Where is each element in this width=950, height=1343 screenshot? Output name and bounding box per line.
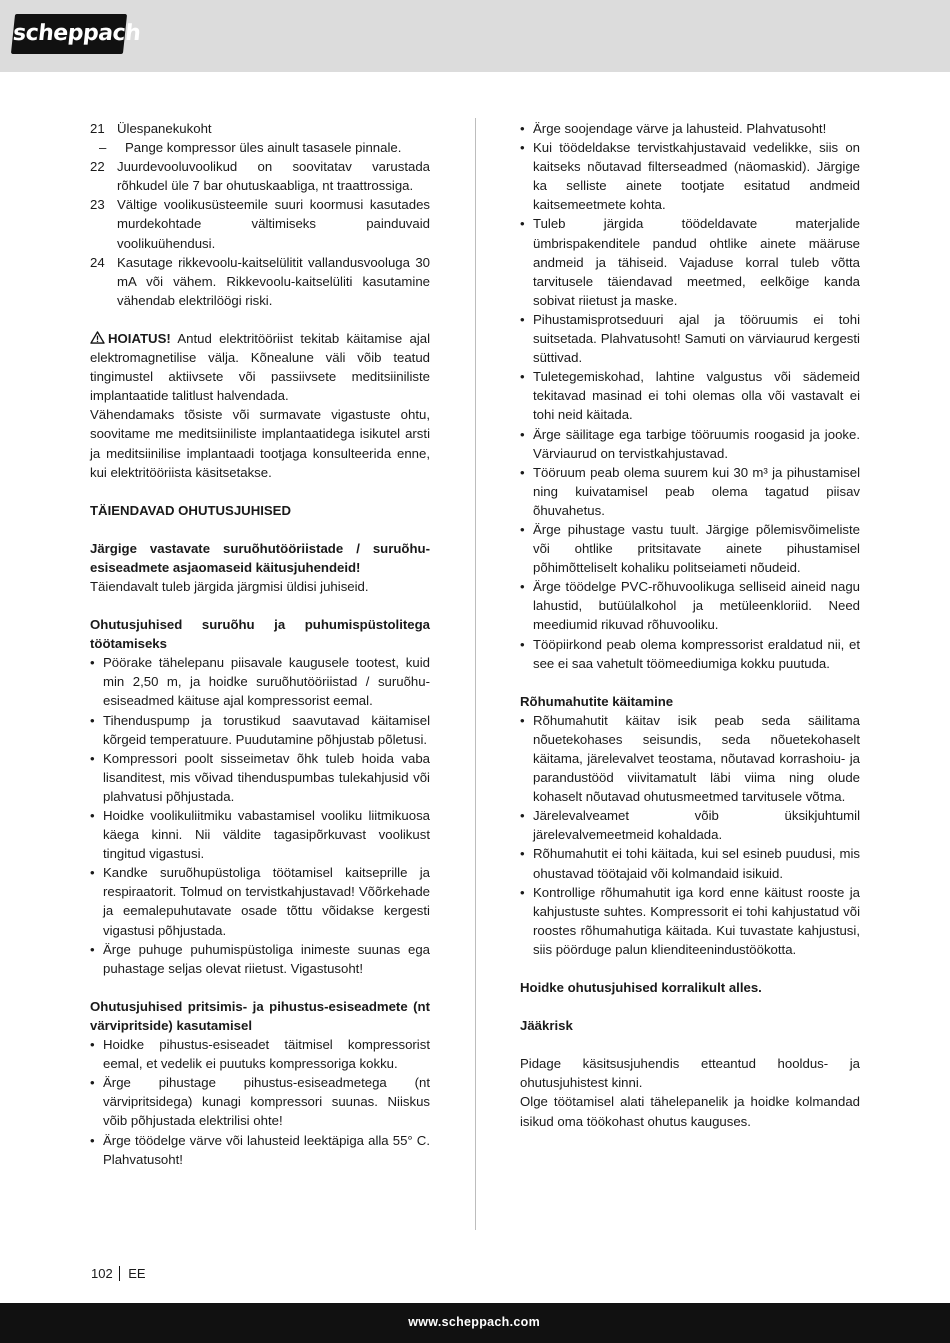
list-item: • Tööpiirkond peab olema kompressorist eraldatud nii, et see ei saa vahetult töömeediumiga kokku puutuda. (520, 636, 860, 671)
list-item: • Kandke suruõhupüstoliga töötamisel kaitseprille ja respiraatorit. Tolmud on tervistkahjustavad! Võõrkehade ja eemalepuhutavate osade tõttu võidakse kergesti vigastusi põhjustada. (90, 865, 430, 938)
item-text: Ülespanekukoht (117, 121, 212, 136)
list-item: • Tuleb järgida töödeldavate materjalide ümbrispakenditele pandud ohtlike ainete määruse andmeid ja tähiseid. Vajaduse korral tuleb võtta tarvitusele täiendavad meetmed, eelkõige kanda sobivat riietust ja maske. (520, 216, 860, 308)
right-column (520, 119, 860, 1131)
page-header (0, 0, 950, 72)
left-column (90, 119, 430, 1169)
list-item: • Tihenduspump ja torustikud saavutavad käitamisel kõrgeid temperatuure. Puudutamine põhjustab põletusi. (90, 712, 430, 747)
brand-logo: scheppach (11, 14, 127, 54)
item-text: Pange kompressor üles ainult tasasele pinnale. (125, 140, 402, 156)
keep-instructions-note: Hoidke ohutusjuhised korralikult alles. (520, 980, 762, 996)
warning-label: HOIATUS! (108, 330, 171, 346)
dash-item (90, 138, 430, 157)
page-number: 102 (91, 1266, 113, 1281)
list-item: • Ärge töödelge PVC-rõhuvoolikuga selliseid aineid nagu lahustid, butüülalkohol ja metüleenkloriid. Need meediumid rikuvad rõhuvooliku. (520, 579, 860, 633)
numbered-item (90, 157, 430, 195)
item-text: Kasutage rikkevoolu-kaitselülitit vallandusvooluga 30 mA või vähem. Rikkevoolu-kaitselüliti kasutamine vähendab elektrilöögi riski. (117, 254, 430, 308)
list-item: • Kompressori poolt sisseimetav õhk tuleb hoida vaba lisanditest, mis võivad tihenduspumbas tulekahjusid või plahvatusi põhjustada. (90, 750, 430, 804)
item-number: 24 (90, 254, 105, 270)
website-url[interactable]: www.scheppach.com (408, 1315, 540, 1329)
list-item: • Järelevalveamet võib üksikjuhtumil järelevalvemeetmeid kohaldada. (520, 808, 860, 843)
footer-separator (119, 1266, 121, 1281)
residual-risk-title: Jääkrisk (520, 1018, 573, 1034)
list-item: • Kui töödeldakse tervistkahjustavaid vedelikke, siis on kaitseks nõutavad filterseadmed (näomaskid). Järgige ka selliste ainete tootjate esitatud andmeid kaitsemeetmete kohta. (520, 140, 860, 213)
bullet-list-compressed-air (90, 653, 430, 978)
list-item: • Ärge pihustage vastu tuult. Järgige põlemisvõimeliste või ohtlike pritsitavate ainete pihustamisel põhimõtteliselt kohaliku politseiameti nõudeid. (520, 521, 860, 576)
page-footer-number (91, 1266, 146, 1281)
item-number: 22 (90, 159, 105, 175)
list-item: • Ärge töödelge värve või lahusteid leektäpiga alla 55° C. Plahvatusoht! (90, 1132, 430, 1167)
list-item: • Ärge pihustage pihustus-esiseadmetega (nt värvipritsidega) kunagi kompressori suunas. Niiskus võib põhjustada elektrilisi ohte! (90, 1075, 430, 1129)
list-item: • Ärge puhuge puhumispüstoliga inimeste suunas ega puhastage seljas olevat riietust. Vigastusoht! (90, 941, 430, 976)
bullet-list-spraying-continued (520, 119, 860, 673)
list-item: • Tööruum peab olema suurem kui 30 m³ ja pihustamisel ning kuivatamisel peab olema tagatud piisav õhuvahetus. (520, 464, 860, 518)
warning-text: Antud elektritööriist tekitab käitamise ajal elektromagnetilise välja. Kõnealune väli võib teatud tingimustel aktiivsete või passiivsete meditsiiniliste implantaatide talitlust halvendada. (90, 330, 431, 404)
warning-triangle-icon (90, 331, 105, 344)
list-item: • Hoidke pihustus-esiseadet täitmisel kompressorist eemal, et vedelik ei puutuks kompressoriga kokku. (90, 1037, 430, 1072)
intro-bold: Järgige vastavate suruõhutööriistade / suruõhu-esiseadmete asjaomaseid käitusjuhendeid! (90, 540, 430, 575)
warning-paragraph-2: Vähendamaks tõsiste või surmavate vigastuste ohtu, soovitame me meditsiiniliste implantaatidega isikutel arsti ja meditsiinilise implantaadi tootjaga konsulteerida enne, kui elektritööriista käsitsetakse. (90, 407, 430, 480)
dash-marker: – (99, 140, 107, 156)
bullet-list-pressure-vessels (520, 711, 860, 959)
subsection-title-pressure-vessels: Rõhumahutite käitamine (520, 693, 674, 709)
list-item: • Hoidke voolikuliitmiku vabastamisel vooliku liitmikuosa käega kinni. Nii väldite tagasipõrkuvast voolikust tingitud vigastusi. (90, 808, 430, 862)
item-text: Vältige voolikusüsteemile suuri koormusi kasutades murdekohtade vältimiseks painduvaid voolikuühendusi. (117, 197, 430, 251)
residual-risk-paragraph-1: Pidage käsitsusjuhendis etteantud hooldus- ja ohutusjuhistest kinni. (520, 1056, 860, 1091)
section-title: TÄIENDAVAD OHUTUSJUHISED (90, 502, 291, 518)
list-item: • Rõhumahutit käitav isik peab seda säilitama nõuetekohases seisundis, seda nõuetekohaselt käitama, järelevalvet teostama, nõutavad korrashoiu- ja parandustööd viivitamatult läbi viima ning olude kohaselt nõutavad ohutusmeetmed tarvitusele võtma. (520, 712, 860, 805)
numbered-item (90, 253, 430, 310)
language-code: EE (128, 1266, 146, 1281)
subsection-title-compressed-air: Ohutusjuhised suruõhu ja puhumispüstolitega töötamiseks (90, 617, 430, 652)
subsection-title-spraying: Ohutusjuhised pritsimis- ja pihustus-esiseadmete (nt värvipritside) kasutamisel (90, 998, 430, 1033)
list-item: • Kontrollige rõhumahutit iga kord enne käitust rooste ja kahjustuste suhtes. Kompressorit ei tohi kahjustatud või roostes rõhumahutiga käitada. Kui tuvastate kahjustusi, siis pöörduge palun klienditeenindustöökotta. (520, 884, 860, 957)
list-item: • Pöörake tähelepanu piisavale kaugusele tootest, kuid min 2,50 m, ja hoidke suruõhutööriistad / suruõhu-esiseadmed käituse ajal kompressorist eemal. (90, 655, 430, 709)
item-number: 21 (90, 121, 105, 136)
list-item: • Ärge säilitage ega tarbige tööruumis roogasid ja jooke. Värviaurud on tervistkahjustavad. (520, 426, 860, 461)
list-item: • Pihustamisprotseduuri ajal ja tööruumis ei tohi suitsetada. Plahvatusoht! Samuti on värviaurud kergesti süttivad. (520, 311, 860, 366)
list-item: • Ärge soojendage värve ja lahusteid. Plahvatusoht! (520, 121, 827, 136)
footer-bar (0, 1303, 950, 1343)
item-number: 23 (90, 197, 105, 213)
column-divider (475, 118, 476, 1230)
numbered-item (90, 119, 430, 138)
item-text: Juurdevooluvoolikud on soovitatav varustada rõhkudel üle 7 bar ohutuskaabliga, nt traattrossiga. (117, 159, 430, 194)
list-item: • Rõhumahutit ei tohi käitada, kui sel esineb puudusi, mis ohustavad töötajaid või kolmandaid isikuid. (520, 846, 860, 881)
numbered-item (90, 195, 430, 252)
warning-paragraph (90, 329, 430, 405)
list-item: • Tuletegemiskohad, lahtine valgustus või sädemeid tekitavad masinad ei tohi olemas olla või vastavalt ei tohi neid käitada. (520, 369, 860, 423)
intro-text: Täiendavalt tuleb järgida järgmisi üldisi juhiseid. (90, 578, 369, 594)
residual-risk-paragraph-2: Olge töötamisel alati tähelepanelik ja hoidke kolmandad isikud oma töökohast ohutus kauguses. (520, 1094, 860, 1129)
bullet-list-spraying (90, 1035, 430, 1169)
